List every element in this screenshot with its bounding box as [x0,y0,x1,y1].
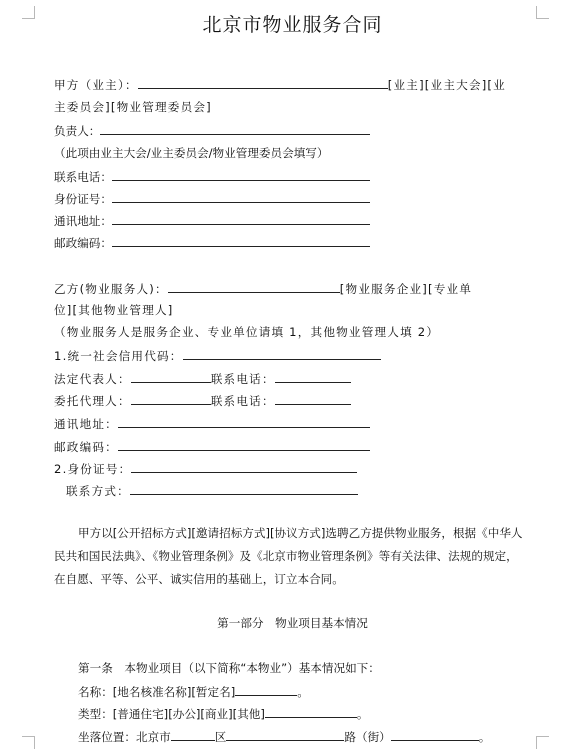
party-b-credit-blank[interactable] [183,348,381,360]
party-b-contact-line [66,483,358,498]
party-b-agent-blank[interactable] [131,393,211,405]
party-b-legal-blank[interactable] [131,371,211,383]
name-end: 。 [297,685,309,699]
party-b-phone1-blank[interactable] [275,371,351,383]
party-b-id-label: 2.身份证号： [54,462,132,476]
party-b-contact-label: 联系方式： [66,484,130,498]
party-b-postcode-label: 邮政编码： [54,440,118,454]
name-label: 名称：[地名核准名称][暂定名] [78,685,236,699]
party-a-leader-blank[interactable] [100,123,370,135]
party-a-phone-line [54,169,370,184]
party-a-id-line [54,191,370,206]
party-b-label: 乙方(物业服务人)： [54,282,168,296]
location-road-blank[interactable] [391,729,479,741]
intro-line-1: 甲方以[公开招标方式][邀请招标方式][协议方式]选聘乙方提供物业服务，根据《中华人 [78,526,523,540]
party-a-address-blank[interactable] [112,213,370,225]
party-b-options-line2: 位][其他物业管理人] [54,303,174,317]
party-b-phone2-label: 联系电话： [210,394,275,408]
party-a-blank[interactable] [138,77,388,89]
party-b-id-blank[interactable] [131,461,357,473]
party-a-id-blank[interactable] [112,191,370,203]
location-district: 区 [214,730,227,744]
part1-heading: 第一部分 物业项目基本情况 [217,616,368,630]
party-a-options-line2: 主委员会][物业管理委员会] [54,100,212,114]
party-b-address-line [54,416,370,431]
intro-line-3: 在自愿、平等、公平、诚实信用的基础上，订立本合同。 [54,572,344,586]
party-b-legal-label: 法定代表人： [54,372,131,386]
location-city-blank[interactable] [171,729,215,741]
party-b-blank[interactable] [168,281,340,293]
name-blank[interactable] [235,684,297,696]
crop-mark-bottom-left [22,736,35,749]
party-a-address-line [54,213,370,228]
location-label: 坐落位置：北京市 [78,730,171,744]
location-road: 路（街） [344,730,391,744]
article1-line: 第一条 本物业项目（以下简称“本物业”）基本情况如下： [78,661,380,675]
party-a-leader-line [54,123,370,138]
party-a-line [54,77,506,92]
party-a-options-1: [业主][业主大会][业 [387,78,506,92]
party-b-phone2-blank[interactable] [275,393,351,405]
party-a-postcode-label: 邮政编码： [54,236,112,250]
party-b-agent-label: 委托代理人： [54,394,131,408]
type-end: 。 [356,707,369,721]
party-b-contact-blank[interactable] [130,483,358,495]
party-b-address-label: 通讯地址： [54,417,118,431]
party-b-agent-line [54,393,351,408]
party-a-address-label: 通讯地址： [54,214,112,228]
party-b-note: （物业服务人是服务企业、专业单位请填 1，其他物业管理人填 2） [54,325,440,339]
party-b-id-line [54,461,357,476]
type-line [78,706,369,721]
document-title: 北京市物业服务合同 [202,14,383,36]
location-line [78,729,490,744]
location-end: 。 [478,730,491,744]
party-b-credit-line [54,348,381,363]
party-a-postcode-blank[interactable] [112,235,370,247]
party-b-phone1-label: 联系电话： [210,372,275,386]
type-blank[interactable] [265,706,357,718]
party-a-phone-label: 联系电话： [54,170,112,184]
party-a-id-label: 身份证号： [54,192,112,206]
type-label: 类型：[普通住宅][办公][商业][其他] [78,707,265,721]
party-b-legal-line [54,371,351,386]
party-b-line [54,281,472,296]
party-b-postcode-blank[interactable] [118,439,370,451]
party-a-phone-blank[interactable] [112,169,370,181]
party-a-leader-label: 负责人： [54,124,101,138]
party-a-postcode-line [54,235,370,250]
party-b-options-1: [物业服务企业][专业单 [339,282,473,296]
name-line [78,684,309,699]
location-district-blank[interactable] [226,729,344,741]
party-a-label: 甲方（业主）： [54,78,138,92]
crop-mark-bottom-right [536,736,549,749]
intro-line-2: 民共和国民法典》、《物业管理条例》及《北京市物业管理条例》等有关法律、法规的规定， [54,549,518,563]
party-b-address-blank[interactable] [118,416,370,428]
party-a-note: （此项由业主大会/业主委员会/物业管理委员会填写） [54,146,329,160]
party-b-postcode-line [54,439,370,454]
party-b-credit-label: 1.统一社会信用代码： [54,349,183,363]
